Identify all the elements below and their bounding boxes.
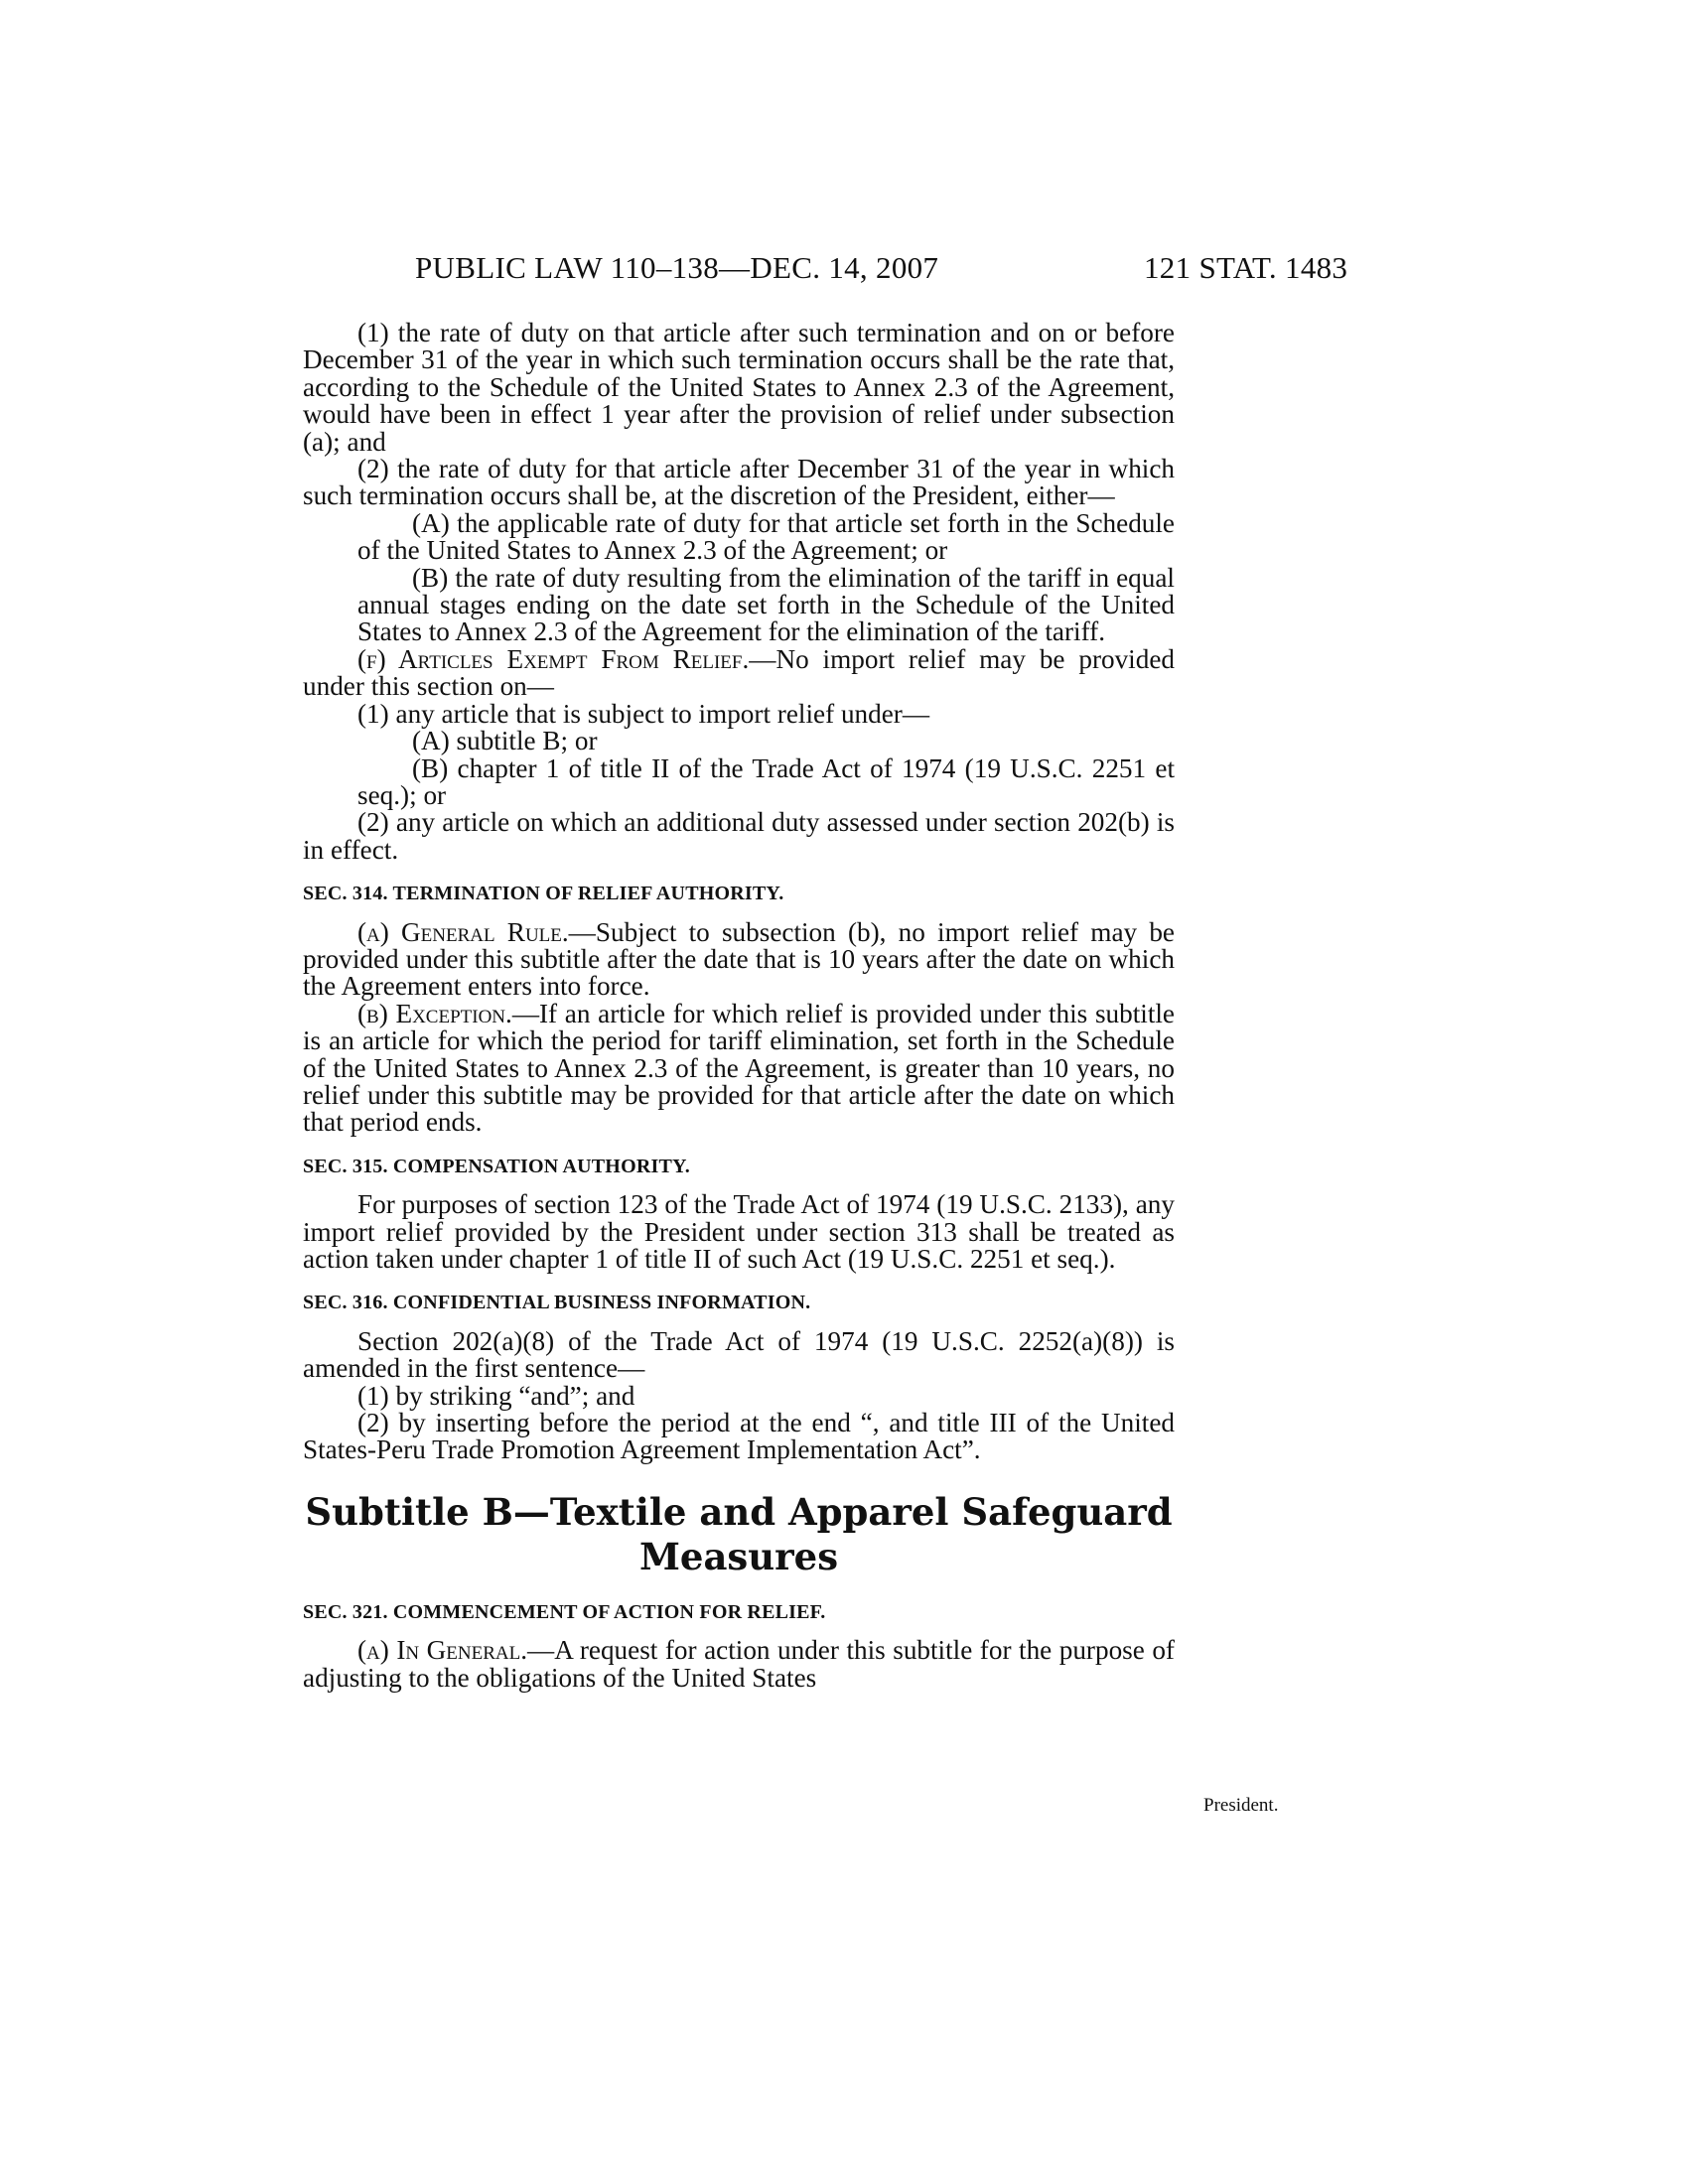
page-header-title: PUBLIC LAW 110–138—DEC. 14, 2007 [415,250,939,285]
section-314-a-text: —Subject to subsection (b), no import relief may be provided under this subtitle after the date that is 10 years after the date on which the Agreement enters into force. [303,916,1175,1002]
section-314-heading: SEC. 314. TERMINATION OF RELIEF AUTHORITY. [303,883,784,905]
margin-note-president: President. [1203,1795,1279,1816]
subtitle-line-2: Measures [638,1534,839,1578]
subtitle-line-1: Subtitle B—Textile and Apparel Safeguard [305,1489,1173,1534]
paragraph-2: (2) the rate of duty for that article after December 31 of the year in which such termination occurs shall be, at the discretion of the President, either— [303,454,1175,511]
paragraph-2-b: (B) the rate of duty resulting from the elimination of the tariff in equal annual stages ending on the date set forth in the Schedule of the United States to Annex 2.3 of the Agreement for the elimination of the tariff. [357,562,1175,647]
subsection-f-item-2: (2) any article on which an additional duty assessed under section 202(b) is in effect. [303,807,1175,865]
section-316-item-1: (1) by striking “and”; and [357,1380,635,1411]
subsection-f-item-1-a: (A) subtitle B; or [412,726,598,756]
paragraph-2-a: (A) the applicable rate of duty for that article set forth in the Schedule of the United States to Annex 2.3 of the Agreement; or [357,507,1175,566]
paragraph-1: (1) the rate of duty on that article after such termination and on or before December 31 of the year in which such termination occurs shall be the rate that, according to the Schedule of the United States to Annex 2.3 of the Agreement, would have been in effect 1 year after the provision of relief under subsection (a); and [303,318,1175,457]
subsection-f-text: —No import relief may be provided under this section on— [303,643,1175,702]
section-321-a [303,1637,1175,1692]
subsection-f [303,643,1175,702]
subsection-f-item-1-b: (B) chapter 1 of title II of the Trade Act of 1974 (19 U.S.C. 2251 et seq.); or [357,752,1175,810]
section-316-text: Section 202(a)(8) of the Trade Act of 1974 (19 U.S.C. 2252(a)(8)) is amended in the first sentence— [303,1325,1175,1384]
section-314-a [303,916,1175,1002]
section-314-b-text: —If an article for which relief is provided under this subtitle is an article for which the period for tariff elimination, set forth in the Schedule of the United States to Annex 2.3 of the Agreement, is greater than 10 years, no relief under this subtitle may be provided for that article after the date on which that period ends. [303,998,1175,1138]
subsection-f-label: (f) Articles Exempt From Relief. [357,643,750,674]
section-321-a-label: (a) In General. [357,1635,527,1666]
section-316-item-2: (2) by inserting before the period at the end “, and title III of the United States-Peru Trade Promotion Agreement Implementation Act”. [303,1408,1175,1465]
section-321-a-text: —A request for action under this subtitle for the purpose of adjusting to the obligations of the United States [303,1635,1175,1693]
section-314-b-label: (b) Exception. [357,998,512,1028]
subsection-f-item-1: (1) any article that is subject to import relief under— [357,698,930,729]
page-header-stat: 121 STAT. 1483 [1144,250,1348,285]
subtitle-heading [303,1490,1175,1579]
section-315-heading: SEC. 315. COMPENSATION AUTHORITY. [303,1155,690,1177]
section-321-heading: SEC. 321. COMMENCEMENT OF ACTION FOR RELIEF. [303,1600,826,1623]
document-body [303,320,1175,1692]
section-314-b [303,998,1175,1138]
section-316-heading: SEC. 316. CONFIDENTIAL BUSINESS INFORMATION. [303,1292,811,1314]
section-314-a-label: (a) General Rule. [357,916,569,947]
section-315-text: For purposes of section 123 of the Trade Act of 1974 (19 U.S.C. 2133), any import relief provided by the President under section 313 shall be treated as action taken under chapter 1 of title II of such Act (19 U.S.C. 2251 et seq.). [303,1189,1175,1274]
